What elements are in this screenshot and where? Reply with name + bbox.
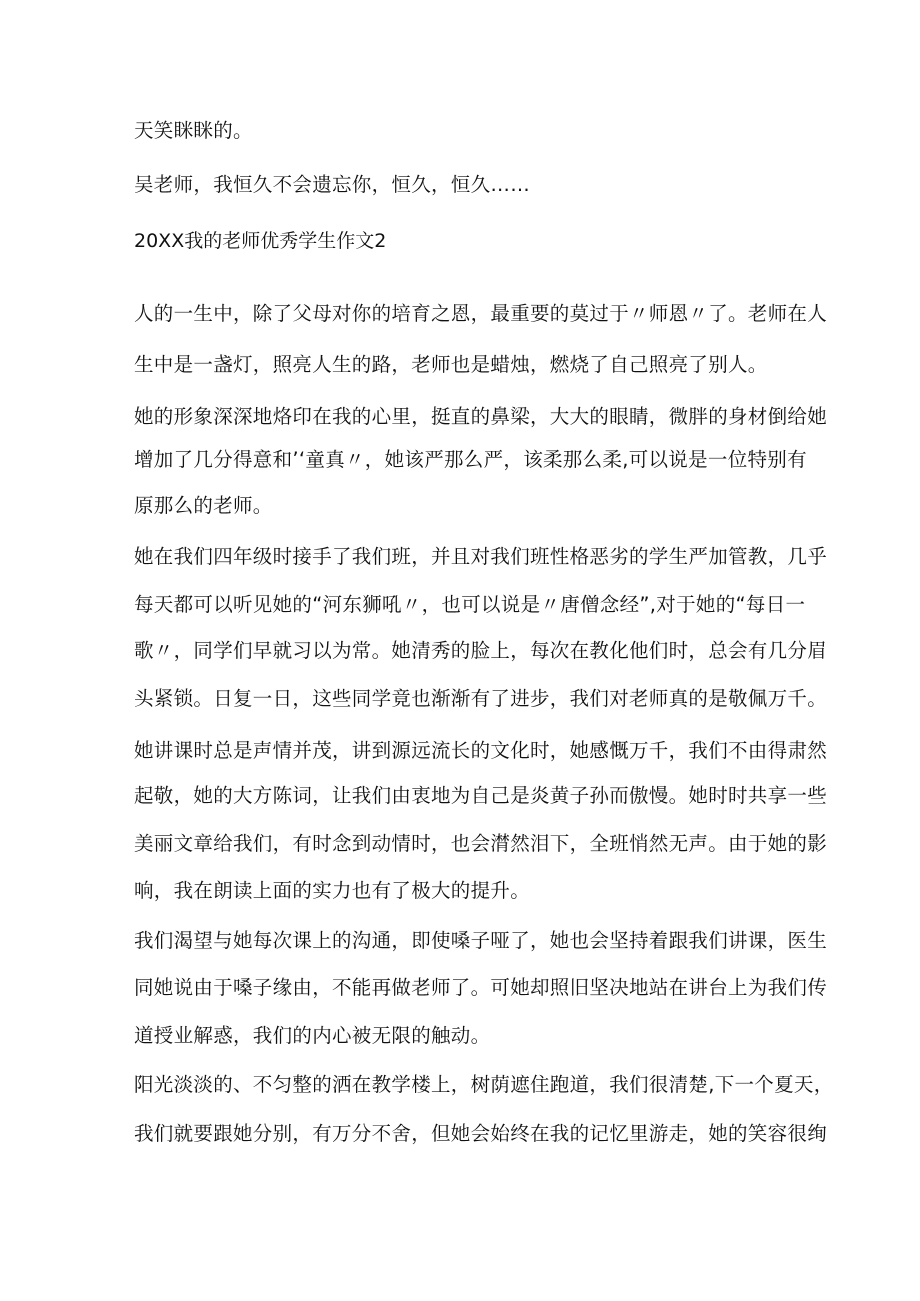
text-line: 美丽文章给我们，有时念到动情时，也会潸然泪下，全班悄然无声。由于她的影 [134, 832, 828, 855]
text-line: 道授业解惑，我们的内心被无限的触动。 [134, 1024, 491, 1047]
text-line: 我们就要跟她分别，有万分不舍，但她会始终在我的记忆里游走，她的笑容很绚 [134, 1122, 828, 1145]
text-line: 响，我在朗读上面的实力也有了极大的提升。 [134, 879, 531, 902]
text-line: 她在我们四年级时接手了我们班，并且对我们班性格恶劣的学生严加管教，几乎 [134, 545, 828, 568]
text-line: 同她说由于嗓子缘由，不能再做老师了。可她却照旧坚决地站在讲台上为我们传 [134, 976, 828, 999]
text-line: 每天都可以听见她的“河东狮吼〃，也可以说是〃唐僧念经”,对于她的“每日一 [134, 593, 806, 616]
text-line: 增加了几分得意和’‘童真〃，她该严那么严，该柔那么柔,可以说是一位特别有 [134, 448, 807, 471]
text-line: 生中是一盏灯，照亮人生的路，老师也是蜡烛，燃烧了自己照亮了别人。 [134, 353, 768, 376]
text-line: 我们渴望与她每次课上的沟通，即使嗓子哑了，她也会坚持着跟我们讲课，医生 [134, 929, 828, 952]
text-line: 她的形象深深地烙印在我的心里，挺直的鼻梁，大大的眼睛，微胖的身材倒给她 [134, 405, 828, 428]
text-line: 起敬，她的大方陈词，让我们由衷地为自己是炎黄子孙而傲慢。她时时共享一些 [134, 784, 828, 807]
text-line: 头紧锁。日复一日，这些同学竟也渐渐有了进步，我们对老师真的是敬佩万千。 [134, 687, 828, 710]
text-line: 人的一生中，除了父母对你的培育之恩，最重要的莫过于〃师恩〃了。老师在人 [134, 302, 828, 325]
section-heading: 20XX我的老师优秀学生作文2 [134, 230, 387, 252]
text-line: 阳光淡淡的、不匀整的洒在教学楼上，树荫遮住跑道，我们很清楚,下一个夏天， [134, 1073, 834, 1096]
text-line: 天笑眯眯的。 [134, 119, 253, 142]
text-line: 吴老师，我恒久不会遗忘你，恒久，恒久…… [134, 173, 531, 196]
text-line: 原那么的老师。 [134, 494, 273, 517]
text-line: 歌〃，同学们早就习以为常。她清秀的脸上，每次在教化他们时，总会有几分眉 [134, 639, 828, 662]
text-line: 她讲课时总是声情并茂，讲到源远流长的文化时，她感慨万千，我们不由得肃然 [134, 739, 828, 762]
